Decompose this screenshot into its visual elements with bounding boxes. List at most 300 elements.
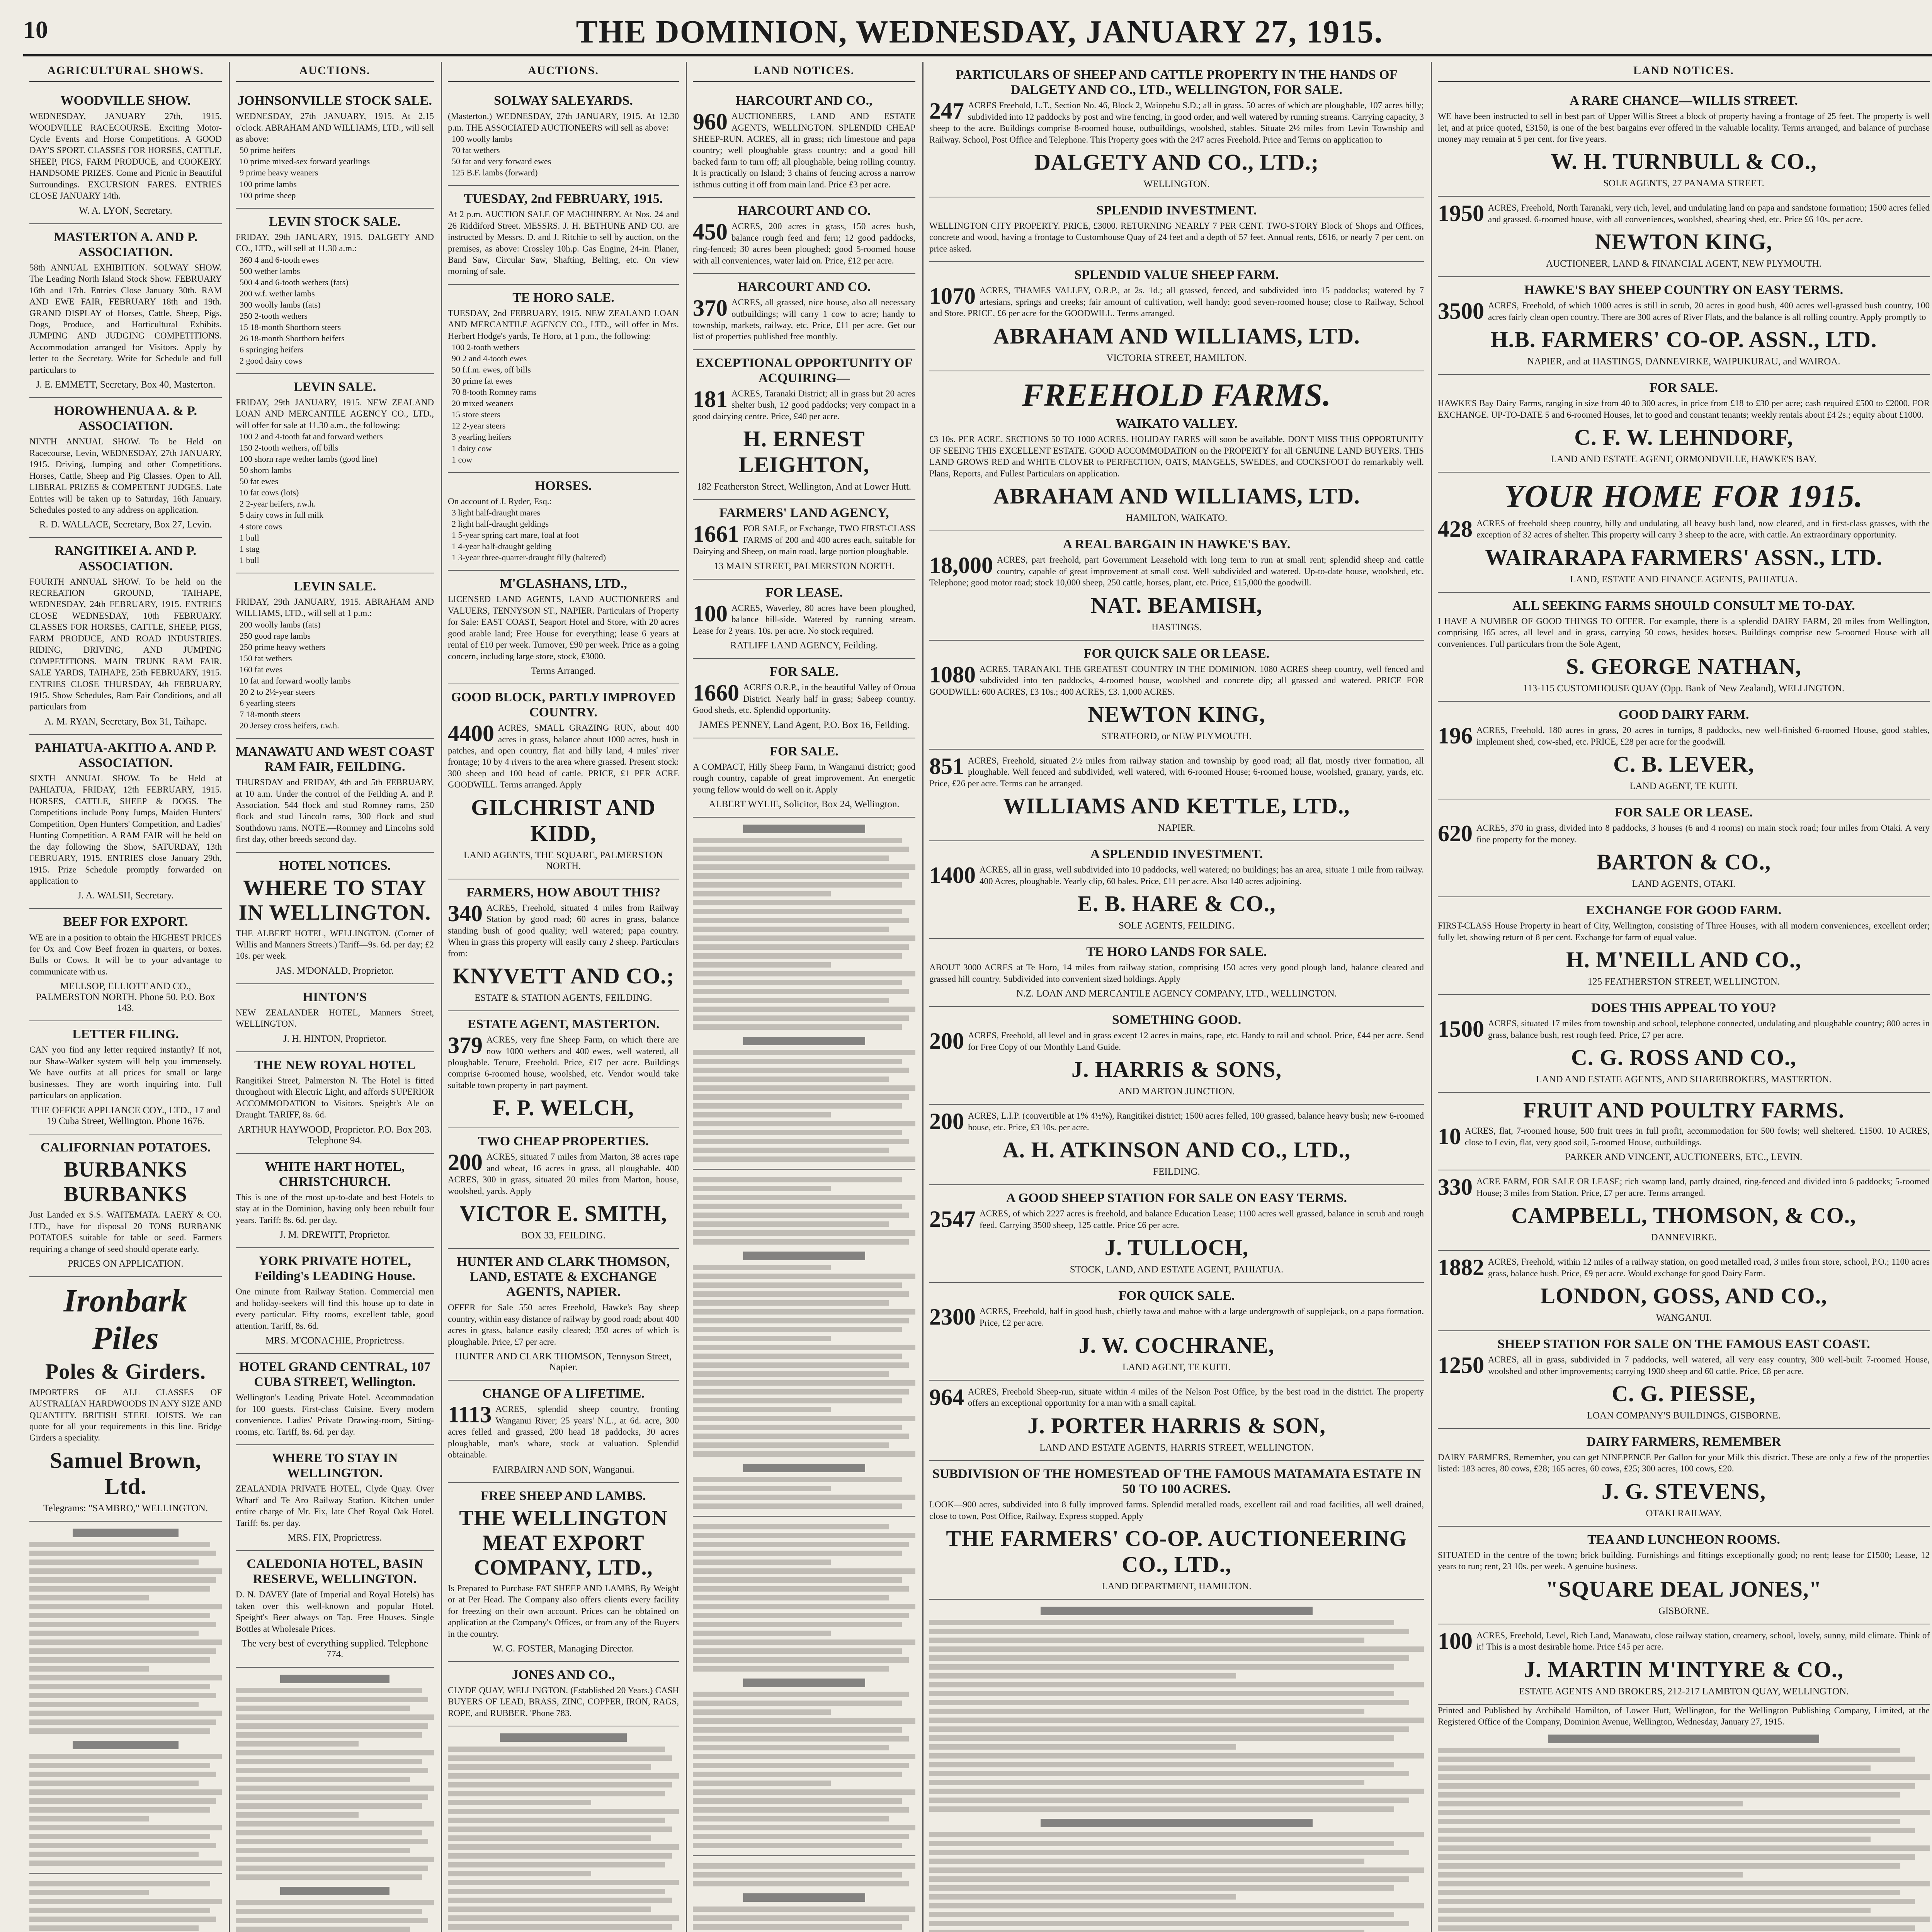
ad-title: HAWKE'S BAY SHEEP COUNTRY ON EASY TERMS. <box>1524 283 1844 298</box>
ad-body <box>693 221 915 266</box>
ad-text: ACRES, all grassed, nice house, also all necessary outbuildings; will carry 1 cow to acre; handy to township, markets, railway, etc. Price, £11 per acre. Get our list of properties published free monthly. <box>693 298 915 342</box>
lot-item: 360 4 and 6-tooth ewes <box>240 255 319 265</box>
lot-item: 2 2-year heifers, r.w.h. <box>240 499 316 509</box>
ad-headline: FRUIT AND POULTRY FARMS. <box>1523 1098 1844 1122</box>
ad-text: Rangitikei Street, Palmerston N. The Hotel is fitted throughout with Electric Light, and affords SUPERIOR ACCOMMODATION to Visitors. Speight's Ale on Draught. TARIFF, 8s. 6d. <box>236 1075 434 1120</box>
print-line <box>693 1274 915 1279</box>
ad-body <box>929 1110 1424 1133</box>
advertiser-address: LAND AGENTS, OTAKI. <box>1632 879 1736 889</box>
advertisement <box>693 88 915 198</box>
ad-text: At 2 p.m. AUCTION SALE OF MACHINERY. At Nos. 24 and 26 Riddiford Street. MESSRS. J. H. BETHUNE AND CO. are instructed by Messrs. D. and J. Ritchie to sell by auction, on the premises, as above: Crossley 10h.p. Gas Engine, 24-in. Planer, Band Saw, Circular Saw, Shafting, Belting, etc. On view morning of sale. <box>448 209 679 276</box>
advertisement <box>1438 1170 1930 1251</box>
advertiser-address: LAND AGENTS, THE SQUARE, PALMERSTON NORTH. <box>463 850 663 871</box>
print-line <box>29 1781 199 1786</box>
print-line <box>693 873 909 879</box>
print-line <box>693 1318 909 1323</box>
print-line <box>29 1639 222 1645</box>
print-line <box>448 1791 665 1796</box>
lot-item: 250 good rape lambs <box>240 631 311 641</box>
acreage-figure: 2300 <box>929 1304 976 1330</box>
advertisement <box>1438 277 1930 375</box>
acreage-figure: 964 <box>929 1384 964 1410</box>
acreage-figure: 18,000 <box>929 553 993 578</box>
print-line <box>693 1736 909 1742</box>
print-line <box>693 1516 915 1517</box>
ad-text: ACRES, Freehold Sheep-run, situate within 4 miles of the Nelson Post Office, by the best road in the district. The property offers an exceptional opportunity for a man with a small capital. <box>968 1387 1424 1408</box>
print-line <box>1438 1774 1930 1780</box>
ad-title: DOES THIS APPEAL TO YOU? <box>1591 1001 1776 1015</box>
advertisement <box>1438 473 1930 592</box>
advertiser-name: C. G. PIESSE, <box>1612 1381 1756 1406</box>
ad-text: Wellington's Leading Private Hotel. Accommodation for 100 guests. First-class Cuisine. Every modern convenience. Ladies' Private Drawing-room, Sitting-rooms, etc. Tariff, 8s. 6d. per day. <box>236 1393 434 1437</box>
print-line <box>693 1825 915 1830</box>
print-line <box>236 1697 428 1702</box>
ad-title: A RARE CHANCE—WILLIS STREET. <box>1570 94 1798 108</box>
column-2 <box>230 62 440 1932</box>
advertisement <box>1438 995 1930 1093</box>
acreage-figure: 960 <box>693 109 728 135</box>
advertisement <box>236 209 434 374</box>
ad-body <box>1438 1125 1930 1148</box>
ad-title: FARMERS' LAND AGENCY, <box>719 506 889 520</box>
ad-title: WHITE HART HOTEL, CHRISTCHURCH. <box>265 1159 405 1189</box>
print-line <box>929 1894 1236 1900</box>
print-line <box>236 1874 422 1880</box>
print-line <box>929 1620 1394 1625</box>
ad-body <box>1438 822 1930 845</box>
print-line <box>693 1239 909 1245</box>
print-line <box>693 1327 902 1332</box>
print-line <box>448 1755 672 1761</box>
acreage-figure: 1950 <box>1438 201 1484 226</box>
advertisement <box>448 186 679 285</box>
ad-text: ACRES, 370 in grass, divided into 8 paddocks, 3 houses (6 and 4 rooms) on main stock road; four miles from Otaki. A very fine property for the money. <box>1476 823 1930 844</box>
advertiser-name: CAMPBELL, THOMSON, & CO., <box>1511 1203 1856 1228</box>
advertisement <box>29 1277 222 1522</box>
print-line <box>693 1213 909 1218</box>
advertiser-address: ESTATE AGENTS AND BROKERS, 212-217 LAMBTON QUAY, WELLINGTON. <box>1519 1686 1849 1697</box>
print-line <box>236 1918 428 1923</box>
lot-item: 2 light half-draught geldings <box>452 519 549 529</box>
print-line <box>29 1702 199 1707</box>
print-line <box>693 1586 909 1592</box>
print-line <box>693 1727 902 1733</box>
print-line <box>693 1398 902 1403</box>
print-line <box>693 1568 915 1574</box>
ad-text: ACRES, situated 7 miles from Marton, 38 acres rape and wheat, 16 acres in grass, all ploughable. 400 ACRES, 300 in grass, situated 20 miles from Marton, house, woolshed, yards. Apply <box>448 1152 679 1196</box>
ad-title: ALL SEEKING FARMS SHOULD CONSULT ME TO-DAY. <box>1512 598 1855 613</box>
print-line <box>236 1723 428 1729</box>
lot-item: 1 3-year three-quarter-draught filly (haltered) <box>452 553 606 563</box>
ad-body <box>236 231 434 254</box>
print-line <box>929 1744 1236 1750</box>
advertisement <box>236 984 434 1052</box>
advertiser-name: C. G. ROSS AND CO., <box>1571 1044 1796 1070</box>
ad-title: FOR LEASE. <box>765 585 843 600</box>
print-line <box>1438 1854 1915 1860</box>
ad-body <box>929 755 1424 789</box>
column-heading: AUCTIONS. <box>236 62 434 82</box>
ad-body <box>929 1030 1424 1053</box>
ad-display-title: Ironbark Piles <box>63 1283 188 1356</box>
print-line <box>929 1735 1394 1741</box>
print-line <box>929 1673 1236 1679</box>
ad-title: SOMETHING GOOD. <box>1112 1013 1242 1027</box>
ad-body <box>1438 111 1930 145</box>
advertiser-name: J. W. COCHRANE, <box>1078 1333 1275 1358</box>
print-line <box>693 1336 831 1341</box>
small-print-texture <box>929 1607 1424 1932</box>
advertiser-name: C. B. LEVER, <box>1613 752 1754 777</box>
print-line <box>236 1866 428 1871</box>
print-line <box>236 1857 434 1862</box>
column-1 <box>23 62 228 1932</box>
print-line <box>29 1560 199 1565</box>
advertiser-name: VICTOR E. SMITH, <box>459 1201 667 1226</box>
print-line <box>693 918 909 923</box>
print-line <box>693 1639 915 1645</box>
print-line <box>1438 1748 1900 1753</box>
print-line <box>929 1691 1394 1696</box>
paper-title: THE DOMINION, WEDNESDAY, JANUARY 27, 1915. <box>576 14 1383 50</box>
print-line <box>929 1806 1394 1812</box>
lot-item: 250 2-tooth wethers <box>240 311 308 321</box>
lot-item: 100 2-tooth wethers <box>452 342 520 352</box>
print-line <box>929 1726 1409 1732</box>
ad-text: ACRES, flat, 7-roomed house, 500 fruit trees in full profit, accommodation for 500 fowls; well sheltered. £1500. 10 ACRES, close to Levin, flat, very good soil, 5-roomed House, outbuildings. <box>1465 1126 1930 1147</box>
lot-item: 100 shorn rape wether lambs (good line) <box>240 454 378 464</box>
ad-text: ACRES, of which 2227 acres is freehold, and balance Education Lease; 1100 acres well grassed, balance in scrub and rough feed. Carrying 3500 sheep, 125 cattle. Price £6 per acre. <box>980 1209 1424 1230</box>
masthead-rule <box>23 54 1932 56</box>
advertiser-name: NAT. BEAMISH, <box>1090 592 1263 618</box>
advertisement <box>1438 88 1930 197</box>
print-line <box>693 1425 902 1430</box>
advertiser-address: FEILDING. <box>1153 1167 1200 1177</box>
print-line <box>693 1863 915 1869</box>
ad-title: HOTEL NOTICES. <box>279 858 391 873</box>
print-line <box>1438 1881 1930 1886</box>
advertiser-address: JAS. M'DONALD, Proprietor. <box>276 965 394 976</box>
print-line <box>929 1850 1409 1855</box>
advertiser-address: VICTORIA STREET, HAMILTON. <box>1106 352 1247 363</box>
ad-body <box>929 220 1424 254</box>
advertiser-address: RATLIFF LAND AGENCY, Feilding. <box>730 640 878 651</box>
print-line <box>693 1085 915 1091</box>
ad-title: SOLWAY SALEYARDS. <box>494 94 633 108</box>
acreage-figure: 620 <box>1438 821 1473 847</box>
lot-item: 50 prime heifers <box>240 145 296 155</box>
advertisement <box>929 939 1424 1007</box>
ad-text: THURSDAY and FRIDAY, 4th and 5th FEBRUARY, at 10 a.m. Under the control of the Feilding A. and P. Association. 544 flock and stud Romney rams, 250 flock and stud Lincoln rams, 300 flock and stud Southdown rams. NOTE.—Romney and Lincolns sold first day, other breeds second day. <box>236 777 434 844</box>
lot-item: 3 light half-draught mares <box>452 508 541 518</box>
ad-title: HUNTER AND CLARK THOMSON, LAND, ESTATE & EXCHANGE AGENTS, NAPIER. <box>457 1255 670 1299</box>
lot-list <box>236 619 434 731</box>
ad-text: One minute from Railway Station. Commercial men and holiday-seekers will find this house up to date in every particular. Fifty rooms, excellent table, good attention. Tariff, 8s. 6d. <box>236 1287 434 1331</box>
ad-headline: WHERE TO STAY IN WELLINGTON. <box>238 876 431 925</box>
print-line <box>448 1809 679 1814</box>
advertiser-address: Terms Arranged. <box>531 665 596 676</box>
advertisement <box>236 1445 434 1551</box>
lot-item: 1 5-year spring cart mare, foal at foot <box>452 530 579 540</box>
advertisement <box>236 1154 434 1248</box>
print-line <box>693 1015 909 1021</box>
advertisement <box>448 1128 679 1249</box>
print-line <box>693 1872 902 1878</box>
advertisement <box>448 1381 679 1483</box>
print-line <box>29 1551 216 1556</box>
print-line <box>693 1434 909 1439</box>
print-line <box>693 1924 902 1930</box>
advertisement <box>929 1461 1424 1600</box>
column-heading: LAND NOTICES. <box>1438 62 1930 82</box>
ad-text: ACRES, Freehold, of which 1000 acres is still in scrub, 20 acres in good bush, 400 acres well-grassed bush country, 100 acres fairly clean open country. There are 300 acres of River Flats, and the balance is all rolling country. Apply promptly to <box>1488 301 1930 322</box>
ad-title: RANGITIKEI A. AND P. ASSOCIATION. <box>54 544 197 573</box>
small-print-texture <box>29 1529 222 1932</box>
print-line <box>448 1764 651 1770</box>
ad-title: TEA AND LUNCHEON ROOMS. <box>1587 1532 1780 1547</box>
print-line <box>29 1577 216 1583</box>
print-line <box>1438 1925 1915 1931</box>
print-line <box>693 1204 902 1209</box>
print-line <box>743 1252 866 1260</box>
ad-text: FOR SALE, or Exchange, TWO FIRST-CLASS FARMS of 200 and 400 acres each, suitable for Dairying and Sheep, on main road, large portion ploughable. <box>693 524 915 556</box>
lot-item: 100 woolly lambs <box>452 134 513 144</box>
print-line <box>29 1631 199 1636</box>
advertiser-name: THE FARMERS' CO-OP. AUCTIONEERING CO., LTD., <box>946 1526 1407 1577</box>
advertiser-address: WELLINGTON. <box>1143 179 1210 189</box>
print-line <box>693 1666 889 1672</box>
print-line <box>693 1906 915 1912</box>
print-line <box>693 1595 889 1600</box>
print-line <box>29 1908 210 1913</box>
print-line <box>693 1221 889 1227</box>
acreage-figure: 3500 <box>1438 298 1484 324</box>
advertiser-address: HASTINGS. <box>1151 622 1202 633</box>
ad-text: ACRES, Freehold, North Taranaki, very rich, level, and undulating land on papa and sandstone formation; 1500 acres felled and grassed. 6-roomed house, with all conveniences, woolshed, shearing shed, etc. Price £6 10s. per acre. <box>1488 203 1930 224</box>
advertisement <box>693 659 915 738</box>
print-line <box>29 1648 216 1654</box>
advertisement <box>929 62 1424 197</box>
print-line <box>693 847 909 852</box>
advertiser-address: A. M. RYAN, Secretary, Box 31, Taihape. <box>44 716 207 727</box>
advertiser-address: 13 MAIN STREET, PALMERSTON NORTH. <box>714 561 895 571</box>
print-line <box>693 1451 915 1457</box>
ad-body <box>929 864 1424 887</box>
ad-body <box>693 297 915 342</box>
ad-title: MASTERTON A. AND P. ASSOCIATION. <box>54 230 197 259</box>
lot-item: 5 dairy cows in full milk <box>240 510 323 520</box>
ad-text: OFFER for Sale 550 acres Freehold, Hawke's Bay sheep country, within easy distance of railway by good road; about 400 acres in grass, balance easily cleared; 350 acres of which is ploughable. Price, £7 per acre. <box>448 1303 679 1347</box>
advertisement <box>448 473 679 571</box>
print-line <box>29 1586 210 1592</box>
advertisement <box>693 500 915 579</box>
advertiser-address: SOLE AGENTS, 27 PANAMA STREET. <box>1603 178 1764 189</box>
ad-body <box>236 1589 434 1634</box>
lot-list <box>236 145 434 201</box>
advertisement <box>929 641 1424 750</box>
print-line <box>280 1887 389 1895</box>
print-line <box>693 1024 902 1030</box>
ad-text: This is one of the most up-to-date and best Hotels to stay at in the Dominion, having only been rebuilt four years. Tariff: 8s. 6d. per day. <box>236 1192 434 1225</box>
advertiser-address: 113-115 CUSTOMHOUSE QUAY (Opp. Bank of New Zealand), WELLINGTON. <box>1523 683 1845 694</box>
ad-title: FOR SALE. <box>770 665 838 679</box>
ad-body <box>693 111 915 190</box>
print-line <box>1438 1765 1871 1771</box>
ad-title: HORSES. <box>535 478 592 493</box>
ad-text: ZEALANDIA PRIVATE HOTEL, Clyde Quay. Over Wharf and Te Aro Railway Station. Kitchen under entire charge of Mr. Fix, late Chef Royal Oak Hotel. Tariff: 6s. per day. <box>236 1484 434 1528</box>
lot-item: 2 good dairy cows <box>240 355 302 366</box>
ad-title: HOTEL GRAND CENTRAL, 107 CUBA STREET, Wellington. <box>239 1360 430 1389</box>
ad-text: ACRES, Freehold, situated 2½ miles from railway station and township by good road; all flat, mostly river formation, all ploughable. Well fenced and subdivided, well watered, with 6-roomed House; 6-roomed house, woolshed, granary, yards, etc. Price, £26 per acre. Terms can be arranged. <box>929 756 1424 788</box>
advertiser-name: C. F. W. LEHNDORF, <box>1574 425 1793 450</box>
advertiser-address: BOX 33, FEILDING. <box>521 1230 606 1241</box>
lot-item: 150 fat wethers <box>240 653 292 663</box>
ad-text: FOURTH ANNUAL SHOW. To be held on the RECREATION GROUND, TAIHAPE, WEDNESDAY, 24th FEBRUARY, 1915. ENTRIES CLOSE WEDNESDAY, 10th FEBRUARY. CLASSES FOR HORSES, CATTLE, SHEEP, PIGS, FARM PRODUCE, AND ROAD INDUSTRIES. RIDING, DRIVING, AND JUMPING COMPETITIONS. MAIN TRUNK RAM FAIR. SALE YARDS, TAIHAPE, 25th FEBRUARY, 1915. ENTRIES CLOSE THURSDAY, 4th FEBRUARY, 1915. Show Schedules, Ram Fair Conditions, and all particulars from <box>29 577 222 712</box>
lot-item: 10 fat cows (lots) <box>240 488 299 498</box>
ad-body <box>448 722 679 791</box>
advertiser-name: ABRAHAM AND WILLIAMS, LTD. <box>993 483 1360 509</box>
ad-text: DAIRY FARMERS, Remember, you can get NINEPENCE Per Gallon for your Milk this district. These are only a few of the properties listed: 183 acres, 80 cows, £28; 165 acres, 60 cows, £25; 300 acres, 100 cows, £20. <box>1438 1452 1930 1474</box>
acreage-figure: 10 <box>1438 1124 1461 1150</box>
ad-text: ACRES, Freehold, all level and in grass except 12 acres in mains, rape, etc. Handy to rail and school. Price, £44 per acre. Send for Free Copy of our Monthly Land Guide. <box>968 1031 1424 1052</box>
ad-body <box>929 1386 1424 1409</box>
ad-title: WOODVILLE SHOW. <box>60 94 191 108</box>
lot-item: 10 prime mixed-sex forward yearlings <box>240 156 370 167</box>
lot-item: 100 prime lambs <box>240 179 297 189</box>
print-line <box>236 1909 422 1914</box>
advertiser-name: Samuel Brown, Ltd. <box>49 1447 202 1499</box>
lot-list <box>236 254 434 366</box>
print-line <box>448 1862 665 1867</box>
ad-title: SUBDIVISION OF THE HOMESTEAD OF THE FAMOUS MATAMATA ESTATE IN 50 TO 100 ACRES. <box>932 1466 1421 1496</box>
ad-text: 58th ANNUAL EXHIBITION. SOLWAY SHOW. The Leading North Island Stock Show. FEBRUARY 16th and 17th. Entries Close January 30th. RAM AND EWE FAIR, FEBRUARY 18th and 19th. GRAND DISPLAY of Horses, Cattle, Sheep, Pigs, Dogs, Produce, and Horticultural Exhibits. JUMPING AND JUDGING COMPETITIONS. Accommodation arranged for Visitors. Apply by letter to the Secretary. Write for Schedule and full particulars to <box>29 262 222 375</box>
lot-item: 15 18-month Shorthorn steers <box>240 322 341 332</box>
advertisement <box>929 750 1424 841</box>
ad-body <box>1438 1630 1930 1653</box>
advertiser-name: J. TULLOCH, <box>1104 1235 1249 1260</box>
advertisement <box>929 197 1424 262</box>
advertiser-address: SOLE AGENTS, FEILDING. <box>1119 920 1235 931</box>
ad-text: NINTH ANNUAL SHOW. To be Held on Racecourse, Levin, WEDNESDAY, 27th JANUARY, 1915. Driving, Jumping and other Competitions. Horses, Cattle, Sheep and Pig Classes. Open to All. LIBERAL PRIZES & COMPETENT JUDGES. Late Entries will be taken up to Saturday, 16th January. Schedules posted to any address on application. <box>29 437 222 515</box>
ad-body <box>236 1075 434 1121</box>
print-line <box>693 1577 902 1583</box>
ad-body <box>1438 1018 1930 1041</box>
acreage-figure: 100 <box>693 600 728 626</box>
print-line <box>29 1873 222 1874</box>
print-line <box>448 1782 672 1787</box>
ad-text: ACRES, Taranaki District; all in grass but 20 acres shelter bush, 12 good paddocks; very compact in a good dairying centre. Price, £40 per acre. <box>693 389 915 421</box>
column-heading: AGRICULTURAL SHOWS. <box>29 62 222 82</box>
ad-text: ACRES, all in grass, well subdivided into 10 paddocks, well watered; no buildings; has an area, situate 1 mile from railway. 400 Acres, ploughable. Yearly clip, 60 bales. Price, £11 per acre. Also 140 acres adjoining. <box>980 865 1424 886</box>
ad-title: HARCOURT AND CO. <box>737 204 871 218</box>
ad-title: FREE SHEEP AND LAMBS. <box>481 1488 646 1503</box>
ad-title: HOROWHENUA A. & P. ASSOCIATION. <box>54 404 197 434</box>
print-line <box>448 1924 672 1930</box>
advertisement <box>236 88 434 209</box>
print-line <box>693 1503 902 1509</box>
ad-body <box>1438 518 1930 541</box>
acreage-figure: 379 <box>448 1032 483 1058</box>
lot-item: 1 cow <box>452 454 473 464</box>
print-line <box>29 1834 210 1839</box>
lot-item: 1 dairy cow <box>452 443 492 453</box>
ad-body <box>29 262 222 376</box>
lot-item: 500 4 and 6-tooth wethers (fats) <box>240 277 349 287</box>
ad-display-title: YOUR HOME FOR 1915. <box>1504 478 1864 515</box>
ad-text: FRIDAY, 29th JANUARY, 1915. DALGETY AND CO., LTD., will sell at 11.30 a.m.: <box>236 232 434 253</box>
print-line <box>929 1682 1424 1687</box>
advertiser-address: LAND AGENT, TE KUITI. <box>1122 1362 1231 1373</box>
print-line <box>929 1921 1409 1926</box>
print-line <box>29 1675 222 1680</box>
ad-headline: THE WELLINGTON MEAT EXPORT COMPANY, LTD., <box>459 1506 668 1580</box>
column-heading: AUCTIONS. <box>448 62 679 82</box>
advertisement <box>693 350 915 500</box>
advertiser-name: NEWTON KING, <box>1088 702 1265 727</box>
advertisement <box>29 909 222 1021</box>
ad-body <box>236 777 434 845</box>
print-line <box>29 1798 216 1804</box>
print-line <box>693 998 889 1003</box>
advertiser-name: W. H. TURNBULL & CO., <box>1551 149 1817 174</box>
print-line <box>1438 1899 1915 1904</box>
column-4 <box>687 62 922 1932</box>
print-line <box>693 1371 889 1377</box>
ad-body <box>929 1499 1424 1522</box>
print-line <box>929 1700 1409 1705</box>
ad-body <box>29 436 222 515</box>
advertiser-address: LAND AGENT, TE KUITI. <box>1629 781 1738 792</box>
ad-text: ACRES, L.I.P. (convertible at 1% 4½%), Rangitikei district; 1500 acres felled, 100 grassed, balance heavy bush; new 6-roomed house, etc. Price, £3 10s. per acre. <box>968 1111 1424 1132</box>
lot-item: 15 store steers <box>452 410 500 420</box>
print-line <box>693 900 915 905</box>
print-line <box>236 1848 410 1853</box>
lot-item: 100 prime sheep <box>240 190 296 200</box>
print-line <box>693 1613 909 1618</box>
advertiser-address: J. H. HINTON, Proprietor. <box>283 1033 386 1044</box>
print-line <box>236 1794 428 1800</box>
print-line <box>743 1893 866 1902</box>
lot-item: 125 B.F. lambs (forward) <box>452 168 538 178</box>
ad-body <box>448 308 679 342</box>
ad-text: ACRES, Freehold, Level, Rich Land, Manawatu, close railway station, creamery, school, lovely, sunny, mild climate. Think of it! This is a most desirable home. Price £45 per acre. <box>1476 1630 1930 1652</box>
lot-item: 50 shorn lambs <box>240 465 292 475</box>
ad-text: ACRES of freehold sheep country, hilly and undulating, all heavy bush land, now cleared, and in first-class grasses, with the exception of 32 acres of shelter. This property will carry 3 sheep to the acre, with cattle. An extraordinary opportunity. <box>1476 518 1930 540</box>
print-line <box>693 1486 831 1491</box>
advertisement <box>929 371 1424 531</box>
advertiser-name: J. MARTIN M'INTYRE & CO., <box>1524 1656 1844 1682</box>
print-line <box>693 927 889 932</box>
acreage-figure: 1070 <box>929 283 976 309</box>
print-line <box>1438 1757 1915 1762</box>
advertisement <box>29 224 222 398</box>
print-line <box>236 1768 428 1773</box>
advertisement <box>236 1052 434 1154</box>
print-line <box>29 1772 216 1777</box>
ad-body <box>693 682 915 716</box>
ad-title: MANAWATU AND WEST COAST RAM FAIR, FEILDING. <box>236 744 434 774</box>
print-line <box>693 1112 831 1117</box>
advertiser-name: GILCHRIST AND KIDD, <box>471 794 656 846</box>
ad-text: CLYDE QUAY, WELLINGTON. (Established 20 Years.) CASH BUYERS OF LEAD, BRASS, ZINC, COPPER, IRON, RAGS, ROPE, and RUBBER. 'Phone 783. <box>448 1685 679 1718</box>
print-line <box>1438 1917 1930 1922</box>
lot-item: 30 prime fat ewes <box>452 376 512 386</box>
print-line <box>693 1648 902 1654</box>
acreage-figure: 247 <box>929 98 964 124</box>
print-line <box>29 1693 216 1698</box>
lot-item: 50 fat ewes <box>240 476 279 486</box>
print-line <box>693 980 902 985</box>
